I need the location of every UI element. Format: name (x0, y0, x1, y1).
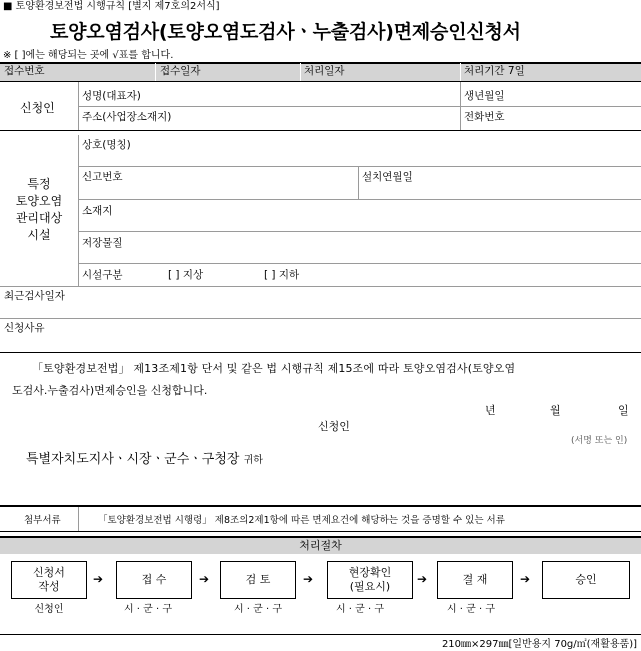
step-approval: 승인 (542, 561, 630, 599)
divider (460, 63, 461, 81)
under-ground-checkbox[interactable]: [ ] 지하 (264, 269, 300, 281)
arrow-right-icon: ➔ (417, 572, 428, 586)
date-year: 년 (485, 404, 496, 417)
install-date-label: 설치연월일 (362, 171, 413, 183)
attachment-bottom-border (0, 531, 641, 532)
recipient-suffix: 귀하 (243, 455, 263, 466)
row-divider (78, 106, 641, 107)
statement-line-2: 도검사.누출검사)면제승인을 신청합니다. (12, 384, 208, 397)
applicant-name-label: 성명(대표자) (82, 90, 141, 102)
section-divider (0, 130, 641, 131)
receipt-date-label: 접수일자 (160, 65, 201, 77)
row-divider (78, 199, 641, 200)
step-actor: 시 · 군 · 구 (123, 604, 173, 615)
step-receipt: 접 수 (116, 561, 192, 599)
divider (300, 63, 301, 81)
applicant-address-label: 주소(사업장소재지) (82, 111, 172, 123)
step-write-application: 신청서 작성 (11, 561, 87, 599)
reason-label: 신청사유 (4, 322, 45, 334)
legal-reference: ■ 토양환경보전법 시행규칙 [별지 제7호의2서식] (3, 1, 220, 12)
applicant-phone-label: 전화번호 (464, 111, 505, 123)
step-actor: 신청인 (34, 604, 64, 615)
process-date-label: 처리일자 (304, 65, 345, 77)
date-month: 월 (550, 404, 561, 417)
arrow-right-icon: ➔ (93, 572, 104, 586)
signature-hint: (서명 또는 인) (571, 436, 628, 446)
recipient-title: 특별자치도지사ㆍ시장ㆍ군수ㆍ구청장 (26, 452, 240, 467)
row-divider (78, 263, 641, 264)
location-label: 소재지 (82, 205, 113, 217)
applicant-section-label: 신청인 (20, 101, 55, 115)
arrow-right-icon: ➔ (199, 572, 210, 586)
receipt-top-border (0, 62, 641, 64)
receipt-number-label: 접수번호 (4, 65, 45, 77)
paper-spec-footer: 210㎜×297㎜[일반용지 70g/㎡(재활용품)] (441, 639, 637, 650)
applicant-birth-label: 생년월일 (464, 90, 505, 102)
procedure-title: 처리절차 (299, 539, 342, 552)
trade-name-label: 상호(명칭) (82, 139, 131, 151)
step-review: 검 토 (220, 561, 296, 599)
section-divider (0, 352, 641, 353)
step-actor: 시 · 군 · 구 (446, 604, 496, 615)
section-divider (0, 286, 641, 287)
attachment-top-border (0, 505, 641, 507)
row-divider (78, 166, 641, 167)
step-actor: 시 · 군 · 구 (233, 604, 283, 615)
form-title: 토양오염검사(토양오염도검사ㆍ누출검사)면제승인신청서 (50, 21, 521, 43)
storage-material-label: 저장물질 (82, 237, 123, 249)
report-number-label: 신고번호 (82, 171, 123, 183)
step-site-check: 현장확인 (필요시) (327, 561, 413, 599)
facility-class-label: 시설구분 (82, 269, 123, 281)
procedure-top-border (0, 536, 641, 538)
facility-section-label: 특정 토양오염 관리대상 시설 (15, 177, 63, 242)
recent-inspection-label: 최근검사일자 (4, 290, 65, 302)
applicant-signature-label: 신청인 (318, 420, 350, 433)
statement-line-1: 「토양환경보전법」 제13조제1항 단서 및 같은 법 시행규칙 제15조에 따라 토양오염검사(토양오염 (32, 362, 516, 375)
receipt-bottom-border (0, 81, 641, 82)
step-actor: 시 · 군 · 구 (335, 604, 385, 615)
checkbox-note: ※ [ ]에는 해당되는 곳에 √표를 합니다. (3, 50, 174, 61)
divider (358, 166, 359, 199)
recipient (26, 452, 263, 469)
step-approval-sign: 결 재 (437, 561, 513, 599)
row-divider (78, 231, 641, 232)
arrow-right-icon: ➔ (303, 572, 314, 586)
divider (155, 63, 156, 81)
attachment-label: 첨부서류 (24, 515, 61, 526)
process-period-label: 처리기간 7일 (464, 65, 525, 77)
date-day: 일 (618, 404, 629, 417)
above-ground-checkbox[interactable]: [ ] 지상 (168, 269, 204, 281)
arrow-right-icon: ➔ (520, 572, 531, 586)
row-divider (0, 318, 641, 319)
procedure-bottom-border (0, 634, 641, 635)
divider (78, 507, 79, 531)
divider (460, 82, 461, 130)
attachment-text: 「토양환경보전법 시행령」 제8조의2제1항에 따른 면제요건에 해당하는 것을 증명할 수 있는 서류 (98, 515, 505, 526)
